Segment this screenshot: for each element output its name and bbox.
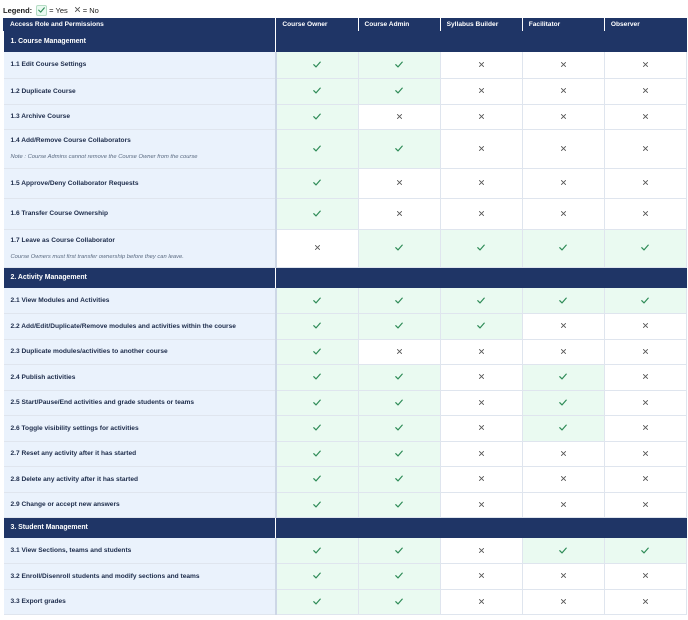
syllabus-builder-value-cell xyxy=(440,52,522,78)
cross-icon xyxy=(478,145,485,152)
check-icon xyxy=(395,450,403,457)
cross-icon xyxy=(642,180,649,187)
cross-icon xyxy=(478,573,485,580)
section-header-fill xyxy=(276,517,687,538)
cross-icon xyxy=(478,180,485,187)
course-admin-value-cell xyxy=(358,390,440,415)
course-admin-value-cell xyxy=(358,492,440,517)
check-icon xyxy=(395,61,403,68)
permission-label: 2.7 Reset any activity after it has started xyxy=(10,450,137,457)
check-icon xyxy=(313,501,321,508)
permission-label: 3.1 View Sections, teams and students xyxy=(10,546,132,554)
check-icon xyxy=(395,399,403,406)
course-admin-value-cell xyxy=(358,466,440,492)
course-admin-value-cell xyxy=(358,415,440,441)
check-icon xyxy=(395,245,403,252)
course-admin-value-cell xyxy=(358,563,440,589)
syllabus-builder-value-cell xyxy=(440,441,522,466)
cross-icon xyxy=(560,210,567,217)
cross-icon xyxy=(642,348,649,355)
permission-cell xyxy=(4,492,276,517)
legend-yes-text: = Yes xyxy=(49,5,68,15)
permission-label: 2.2 Add/Edit/Duplicate/Remove modules and activities within the course xyxy=(10,322,236,330)
syllabus-builder-value-cell xyxy=(440,229,522,267)
course-owner-value-cell xyxy=(276,538,358,563)
observer-value-cell xyxy=(604,198,686,229)
cross-icon xyxy=(642,573,649,580)
syllabus-builder-value-cell xyxy=(440,104,522,129)
syllabus-builder-value-cell xyxy=(440,364,522,390)
check-icon xyxy=(313,399,321,406)
syllabus-builder-value-cell xyxy=(440,78,522,104)
course-owner-value-cell xyxy=(276,198,358,229)
table-row xyxy=(4,78,687,104)
course-admin-value-cell xyxy=(358,288,440,313)
section-header xyxy=(4,517,687,538)
section-title: 2. Activity Management xyxy=(4,267,276,288)
facilitator-value-cell xyxy=(522,492,604,517)
syllabus-builder-value-cell xyxy=(440,466,522,492)
section-header xyxy=(4,31,687,52)
cross-icon xyxy=(396,210,403,217)
cross-icon xyxy=(642,501,649,508)
observer-value-cell xyxy=(604,538,686,563)
column-header-syllabus-builder: Syllabus Builder xyxy=(440,18,522,31)
cross-icon xyxy=(396,180,403,187)
check-icon xyxy=(559,399,567,406)
facilitator-value-cell xyxy=(522,288,604,313)
table-row xyxy=(4,104,687,129)
check-icon xyxy=(559,374,567,381)
cross-icon xyxy=(478,399,485,406)
cross-icon xyxy=(478,476,485,483)
permission-cell xyxy=(4,415,276,441)
cross-icon xyxy=(560,450,567,457)
cross-icon xyxy=(560,348,567,355)
cross-icon xyxy=(642,399,649,406)
section-header xyxy=(4,267,687,288)
permission-label: 2.3 Duplicate modules/activities to another course xyxy=(10,348,168,355)
check-icon xyxy=(313,348,321,355)
column-header-course-admin: Course Admin xyxy=(358,18,440,31)
syllabus-builder-value-cell xyxy=(440,168,522,198)
permission-cell xyxy=(4,288,276,313)
course-admin-value-cell xyxy=(358,129,440,168)
table-row xyxy=(4,492,687,517)
course-owner-value-cell xyxy=(276,129,358,168)
table-row xyxy=(4,229,687,267)
course-owner-value-cell xyxy=(276,78,358,104)
course-owner-value-cell xyxy=(276,288,358,313)
check-icon xyxy=(36,5,47,16)
permission-cell xyxy=(4,129,276,168)
cross-icon xyxy=(560,476,567,483)
cross-icon xyxy=(478,501,485,508)
check-icon xyxy=(313,476,321,483)
check-icon xyxy=(313,113,321,120)
permission-cell xyxy=(4,589,276,614)
cross-icon xyxy=(314,245,321,252)
observer-value-cell xyxy=(604,492,686,517)
check-icon xyxy=(313,145,321,152)
column-header-observer: Observer xyxy=(604,18,686,31)
observer-value-cell xyxy=(604,129,686,168)
permission-cell xyxy=(4,78,276,104)
facilitator-value-cell xyxy=(522,104,604,129)
course-owner-value-cell xyxy=(276,339,358,364)
observer-value-cell xyxy=(604,313,686,339)
syllabus-builder-value-cell xyxy=(440,129,522,168)
course-owner-value-cell xyxy=(276,364,358,390)
cross-icon xyxy=(642,88,649,95)
permission-cell xyxy=(4,339,276,364)
legend-label: Legend: xyxy=(3,5,33,15)
cross-icon xyxy=(642,145,649,152)
legend-no-text: = No xyxy=(82,5,99,15)
check-icon xyxy=(313,598,321,605)
column-header-course-owner: Course Owner xyxy=(276,18,358,31)
column-header-facilitator: Facilitator xyxy=(522,18,604,31)
facilitator-value-cell xyxy=(522,390,604,415)
permission-note: Course Owners must first transfer ownership before they can leave. xyxy=(10,253,184,260)
course-owner-value-cell xyxy=(276,589,358,614)
cross-icon xyxy=(642,210,649,217)
check-icon xyxy=(313,297,321,304)
cross-icon xyxy=(642,323,649,330)
course-owner-value-cell xyxy=(276,52,358,78)
check-icon xyxy=(477,297,485,304)
permission-note: Note : Course Admins cannot remove the Course Owner from the course xyxy=(10,154,198,160)
cross-icon xyxy=(478,374,485,381)
permission-label: 2.6 Toggle visibility settings for activities xyxy=(10,424,139,432)
permission-label: 2.8 Delete any activity after it has started xyxy=(10,475,139,483)
course-owner-value-cell xyxy=(276,563,358,589)
syllabus-builder-value-cell xyxy=(440,538,522,563)
observer-value-cell xyxy=(604,104,686,129)
cross-icon xyxy=(560,61,567,68)
check-icon xyxy=(395,425,403,432)
syllabus-builder-value-cell xyxy=(440,492,522,517)
facilitator-value-cell xyxy=(522,364,604,390)
check-icon xyxy=(477,245,485,252)
permission-cell xyxy=(4,198,276,229)
cross-icon xyxy=(560,88,567,95)
course-admin-value-cell xyxy=(358,538,440,563)
course-owner-value-cell xyxy=(276,104,358,129)
permission-cell xyxy=(4,313,276,339)
section-header-fill xyxy=(276,31,687,52)
permissions-table xyxy=(3,18,687,615)
permission-cell xyxy=(4,52,276,78)
facilitator-value-cell xyxy=(522,229,604,267)
observer-value-cell xyxy=(604,589,686,614)
observer-value-cell xyxy=(604,339,686,364)
permission-label: 2.5 Start/Pause/End activities and grade students or teams xyxy=(10,399,195,406)
cross-icon xyxy=(642,374,649,381)
column-header-role: Access Role and Permissions xyxy=(4,18,276,31)
cross-icon xyxy=(642,476,649,483)
permission-cell xyxy=(4,390,276,415)
cross-icon xyxy=(478,88,485,95)
check-icon xyxy=(395,145,403,152)
cross-icon xyxy=(478,210,485,217)
observer-value-cell xyxy=(604,364,686,390)
cross-icon xyxy=(560,598,567,605)
cross-icon xyxy=(642,425,649,432)
cross-icon xyxy=(560,113,567,120)
course-owner-value-cell xyxy=(276,390,358,415)
observer-value-cell xyxy=(604,415,686,441)
cross-icon xyxy=(396,348,403,355)
check-icon xyxy=(395,573,403,580)
check-icon xyxy=(395,323,403,330)
facilitator-value-cell xyxy=(522,168,604,198)
facilitator-value-cell xyxy=(522,78,604,104)
facilitator-value-cell xyxy=(522,441,604,466)
course-owner-value-cell xyxy=(276,313,358,339)
cross-icon xyxy=(74,6,81,15)
course-owner-value-cell xyxy=(276,229,358,267)
permission-label: 1.3 Archive Course xyxy=(10,113,70,120)
course-admin-value-cell xyxy=(358,364,440,390)
cross-icon xyxy=(478,61,485,68)
table-row xyxy=(4,129,687,168)
course-admin-value-cell xyxy=(358,229,440,267)
permission-label: 3.3 Export grades xyxy=(10,598,66,605)
permission-cell xyxy=(4,229,276,267)
table-row xyxy=(4,168,687,198)
cross-icon xyxy=(642,450,649,457)
observer-value-cell xyxy=(604,52,686,78)
check-icon xyxy=(313,374,321,381)
observer-value-cell xyxy=(604,288,686,313)
syllabus-builder-value-cell xyxy=(440,339,522,364)
permission-cell xyxy=(4,364,276,390)
facilitator-value-cell xyxy=(522,538,604,563)
table-row xyxy=(4,589,687,614)
permission-cell xyxy=(4,104,276,129)
table-row xyxy=(4,198,687,229)
course-admin-value-cell xyxy=(358,104,440,129)
legend xyxy=(3,3,105,17)
course-owner-value-cell xyxy=(276,441,358,466)
course-admin-value-cell xyxy=(358,589,440,614)
cross-icon xyxy=(478,547,485,554)
check-icon xyxy=(313,88,321,95)
course-admin-value-cell xyxy=(358,168,440,198)
syllabus-builder-value-cell xyxy=(440,415,522,441)
observer-value-cell xyxy=(604,466,686,492)
permission-cell xyxy=(4,466,276,492)
facilitator-value-cell xyxy=(522,198,604,229)
check-icon xyxy=(395,88,403,95)
check-icon xyxy=(313,210,321,217)
permission-label: 1.4 Add/Remove Course Collaborators xyxy=(10,137,131,144)
permission-label: 2.9 Change or accept new answers xyxy=(10,501,120,508)
syllabus-builder-value-cell xyxy=(440,563,522,589)
cross-icon xyxy=(642,598,649,605)
table-row xyxy=(4,441,687,466)
check-icon xyxy=(313,425,321,432)
course-admin-value-cell xyxy=(358,52,440,78)
observer-value-cell xyxy=(604,229,686,267)
observer-value-cell xyxy=(604,78,686,104)
check-icon xyxy=(313,573,321,580)
facilitator-value-cell xyxy=(522,415,604,441)
facilitator-value-cell xyxy=(522,313,604,339)
cross-icon xyxy=(642,61,649,68)
course-admin-value-cell xyxy=(358,198,440,229)
course-owner-value-cell xyxy=(276,415,358,441)
section-header-fill xyxy=(276,267,687,288)
cross-icon xyxy=(560,180,567,187)
table-row xyxy=(4,390,687,415)
table-row xyxy=(4,415,687,441)
facilitator-value-cell xyxy=(522,589,604,614)
permission-label: 1.7 Leave as Course Collaborator xyxy=(10,236,115,244)
check-icon xyxy=(559,297,567,304)
check-icon xyxy=(313,323,321,330)
table-row xyxy=(4,313,687,339)
permission-cell xyxy=(4,538,276,563)
cross-icon xyxy=(478,450,485,457)
check-icon xyxy=(313,61,321,68)
course-owner-value-cell xyxy=(276,466,358,492)
course-admin-value-cell xyxy=(358,339,440,364)
check-icon xyxy=(641,297,649,304)
table-body xyxy=(4,31,687,614)
syllabus-builder-value-cell xyxy=(440,288,522,313)
course-admin-value-cell xyxy=(358,313,440,339)
section-title: 3. Student Management xyxy=(4,517,276,538)
table-row xyxy=(4,339,687,364)
table-row xyxy=(4,52,687,78)
section-title: 1. Course Management xyxy=(4,31,276,52)
cross-icon xyxy=(560,323,567,330)
cross-icon xyxy=(478,348,485,355)
permission-cell xyxy=(4,168,276,198)
check-icon xyxy=(395,374,403,381)
table-row xyxy=(4,563,687,589)
observer-value-cell xyxy=(604,563,686,589)
syllabus-builder-value-cell xyxy=(440,198,522,229)
check-icon xyxy=(313,450,321,457)
check-icon xyxy=(395,501,403,508)
table-row xyxy=(4,466,687,492)
cross-icon xyxy=(478,425,485,432)
facilitator-value-cell xyxy=(522,339,604,364)
check-icon xyxy=(313,547,321,554)
check-icon xyxy=(559,425,567,432)
check-icon xyxy=(641,547,649,554)
permission-label: 1.6 Transfer Course Ownership xyxy=(10,210,108,217)
check-icon xyxy=(395,476,403,483)
check-icon xyxy=(477,323,485,330)
permission-label: 3.2 Enroll/Disenroll students and modify sections and teams xyxy=(10,572,200,580)
table-header-row xyxy=(4,18,687,31)
check-icon xyxy=(559,245,567,252)
course-owner-value-cell xyxy=(276,492,358,517)
facilitator-value-cell xyxy=(522,52,604,78)
cross-icon xyxy=(560,501,567,508)
facilitator-value-cell xyxy=(522,466,604,492)
syllabus-builder-value-cell xyxy=(440,589,522,614)
course-owner-value-cell xyxy=(276,168,358,198)
observer-value-cell xyxy=(604,390,686,415)
permission-cell xyxy=(4,563,276,589)
check-icon xyxy=(395,297,403,304)
observer-value-cell xyxy=(604,168,686,198)
cross-icon xyxy=(560,573,567,580)
cross-icon xyxy=(478,598,485,605)
cross-icon xyxy=(642,113,649,120)
table-row xyxy=(4,288,687,313)
check-icon xyxy=(395,547,403,554)
permission-label: 1.5 Approve/Deny Collaborator Requests xyxy=(10,179,139,187)
check-icon xyxy=(641,245,649,252)
facilitator-value-cell xyxy=(522,563,604,589)
permission-cell xyxy=(4,441,276,466)
cross-icon xyxy=(478,113,485,120)
course-admin-value-cell xyxy=(358,441,440,466)
permission-label: 2.4 Publish activities xyxy=(10,373,76,381)
facilitator-value-cell xyxy=(522,129,604,168)
check-icon xyxy=(313,180,321,187)
permission-label: 1.1 Edit Course Settings xyxy=(10,61,87,69)
permission-label: 1.2 Duplicate Course xyxy=(10,87,76,95)
cross-icon xyxy=(560,145,567,152)
cross-icon xyxy=(396,113,403,120)
check-icon xyxy=(395,598,403,605)
syllabus-builder-value-cell xyxy=(440,390,522,415)
syllabus-builder-value-cell xyxy=(440,313,522,339)
course-admin-value-cell xyxy=(358,78,440,104)
check-icon xyxy=(559,547,567,554)
table-row xyxy=(4,538,687,563)
observer-value-cell xyxy=(604,441,686,466)
table-row xyxy=(4,364,687,390)
permission-label: 2.1 View Modules and Activities xyxy=(10,296,110,304)
